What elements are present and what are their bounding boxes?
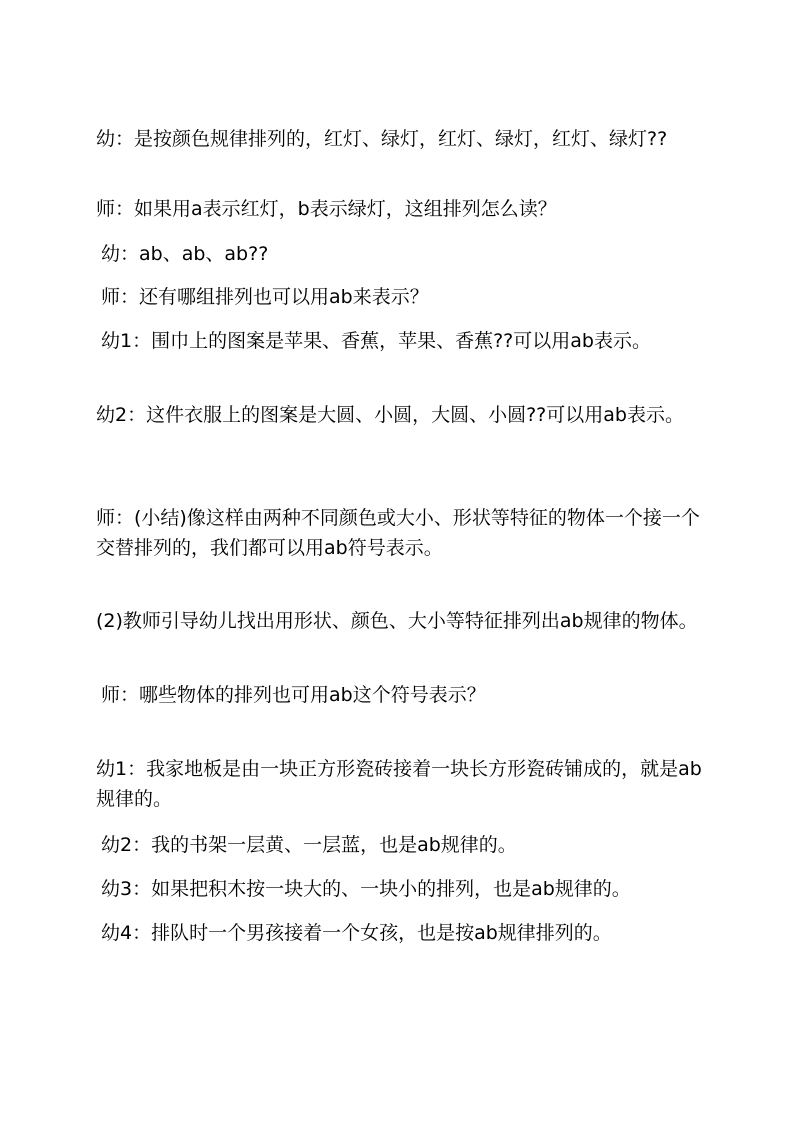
paragraph: 幼1：围巾上的图案是苹果、香蕉，苹果、香蕉??可以用ab表示。	[101, 330, 651, 352]
paragraph: 师：(小结)像这样由两种不同颜色或大小、形状等特征的物体一个接一个交替排列的，我们都可以用ab符号表示。	[96, 507, 700, 559]
paragraph: 幼：ab、ab、ab??	[101, 243, 269, 265]
paragraph: 幼1：我家地板是由一块正方形瓷砖接着一块长方形瓷砖铺成的，就是ab规律的。	[96, 758, 702, 810]
paragraph: 师：哪些物体的排列也可用ab这个符号表示？	[101, 684, 486, 706]
paragraph: 师：还有哪组排列也可以用ab来表示？	[101, 286, 429, 308]
paragraph: 幼2：我的书架一层黄、一层蓝，也是ab规律的。	[101, 834, 517, 856]
paragraph: (2)教师引导幼儿找出用形状、颜色、大小等特征排列出ab规律的物体。	[96, 610, 698, 632]
paragraph: 师：如果用a表示红灯，b表示绿灯，这组排列怎么读？	[96, 198, 557, 220]
paragraph: 幼：是按颜色规律排列的，红灯、绿灯，红灯、绿灯，红灯、绿灯??	[96, 128, 668, 150]
paragraph: 幼2：这件衣服上的图案是大圆、小圆，大圆、小圆??可以用ab表示。	[96, 404, 684, 426]
paragraph: 幼4：排队时一个男孩接着一个女孩，也是按ab规律排列的。	[101, 922, 612, 944]
paragraph: 幼3：如果把积木按一块大的、一块小的排列，也是ab规律的。	[101, 878, 631, 900]
